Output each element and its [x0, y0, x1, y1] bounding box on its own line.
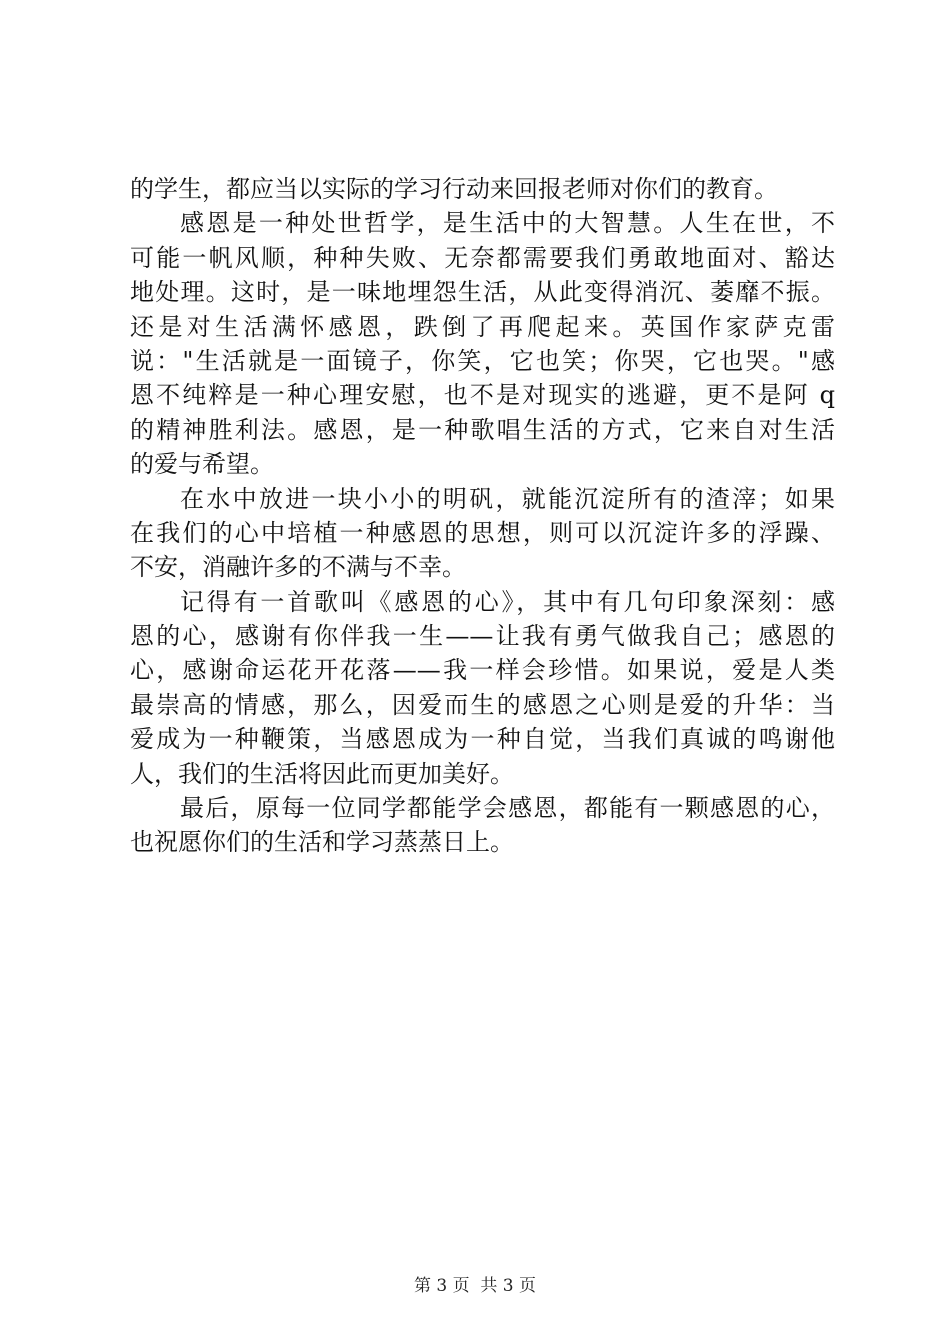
text-line: 最崇高的情感，那么，因爱而生的感恩之心则是爱的升华：当 — [130, 690, 835, 719]
paragraph-5 — [130, 791, 835, 860]
text-line: 爱成为一种鞭策，当感恩成为一种自觉，当我们真诚的鸣谢他 — [130, 725, 835, 754]
paragraph-1 — [130, 172, 835, 206]
paragraph-4 — [130, 585, 835, 791]
text-line: 的精神胜利法。感恩，是一种歌唱生活的方式，它来自对生活 — [130, 415, 835, 444]
text-line: 不安，消融许多的不满与不幸。 — [130, 553, 466, 582]
text-line: 记得有一首歌叫《感恩的心》，其中有几句印象深刻：感 — [180, 587, 835, 616]
text-line: 可能一帆风顺，种种失败、无奈都需要我们勇敢地面对、豁达 — [130, 243, 835, 272]
text-line: 也祝愿你们的生活和学习蒸蒸日上。 — [130, 828, 514, 857]
paragraph-3 — [130, 482, 835, 585]
text-line: 恩的心，感谢有你伴我一生——让我有勇气做我自己；感恩的 — [130, 622, 835, 651]
text-line: 在我们的心中培植一种感恩的思想，则可以沉淀许多的浮躁、 — [130, 518, 835, 547]
text-line: 最后，原每一位同学都能学会感恩，都能有一颗感恩的心， — [180, 794, 835, 823]
text-line: 还是对生活满怀感恩，跌倒了再爬起来。英国作家萨克雷 — [130, 312, 835, 341]
text-line: 感恩是一种处世哲学，是生活中的大智慧。人生在世，不 — [180, 209, 835, 238]
text-line: 心，感谢命运花开花落——我一样会珍惜。如果说，爱是人类 — [130, 656, 835, 685]
body-text — [130, 172, 835, 860]
text-line: 地处理。这时，是一味地埋怨生活，从此变得消沉、萎靡不振。 — [130, 278, 835, 307]
text-line: 的爱与希望。 — [130, 450, 274, 479]
text-line: 人，我们的生活将因此而更加美好。 — [130, 759, 514, 788]
text-line: 恩不纯粹是一种心理安慰，也不是对现实的逃避，更不是阿 q — [130, 381, 835, 410]
text-line: 在水中放进一块小小的明矾，就能沉淀所有的渣滓；如果 — [180, 484, 835, 513]
text-line: 说："生活就是一面镜子，你笑，它也笑；你哭，它也哭。"感 — [130, 346, 835, 375]
text-line: 的学生，都应当以实际的学习行动来回报老师对你们的教育。 — [130, 175, 778, 203]
page-footer: 第 3 页 共 3 页 — [413, 1276, 537, 1296]
paragraph-2 — [130, 206, 835, 481]
